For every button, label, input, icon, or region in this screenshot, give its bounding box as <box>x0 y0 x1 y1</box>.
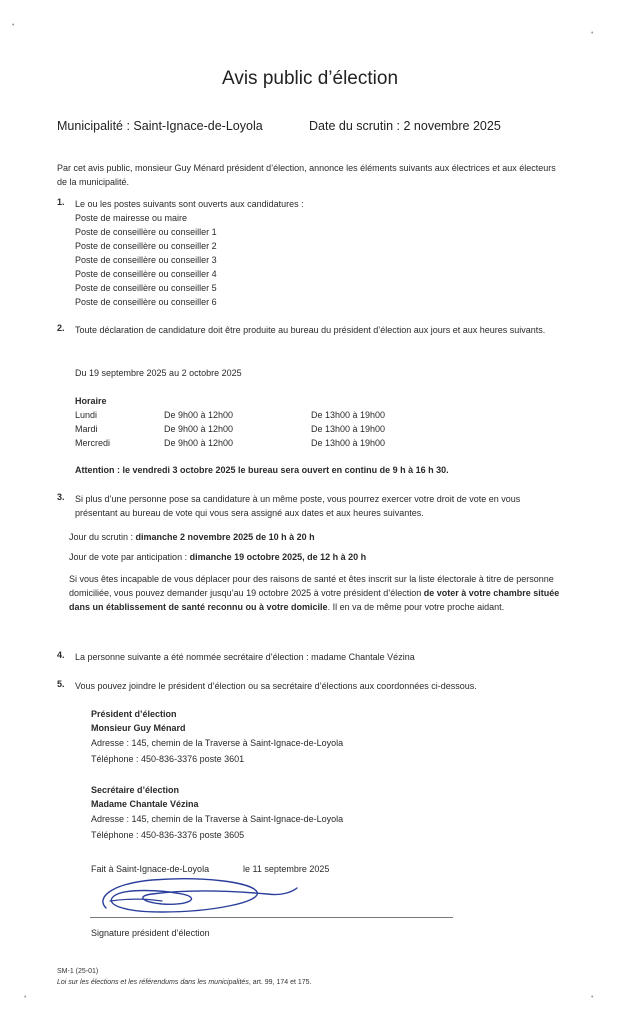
law-articles: , art. 99, 174 et 175. <box>248 979 312 986</box>
list-item: Poste de conseillère ou conseiller 3 <box>75 255 217 265</box>
table-cell-day: Mercredi <box>75 438 111 448</box>
list-item: Poste de conseillère ou conseiller 2 <box>75 241 217 251</box>
section-2-text: Toute déclaration de candidature doit être produite au bureau du président d’élection aux jours et aux heures suivants. <box>75 325 546 335</box>
anticipation-day-label: Jour de vote par anticipation : <box>69 552 190 562</box>
anticipation-day-value: dimanche 19 octobre 2025, de 12 h à 20 h <box>189 552 367 562</box>
table-cell-am: De 9h00 à 12h00 <box>164 424 234 434</box>
table-cell-pm: De 13h00 à 19h00 <box>311 438 386 448</box>
scrutin-day-label: Jour du scrutin : <box>69 532 136 542</box>
anticipation-day-line <box>69 550 366 564</box>
secretaire-role: Secrétaire d’élection <box>91 785 180 795</box>
list-item: Poste de conseillère ou conseiller 6 <box>75 297 217 307</box>
secretaire-address: Adresse : 145, chemin de la Traverse à Saint-Ignace-de-Loyola <box>91 814 344 824</box>
law-title: Loi sur les élections et les référendums dans les municipalités <box>57 979 249 986</box>
signature-caption: Signature président d’élection <box>91 928 210 938</box>
table-row <box>75 436 475 450</box>
table-cell-day: Mardi <box>75 424 98 434</box>
law-reference <box>57 977 311 988</box>
signature-line <box>90 917 453 918</box>
domicile-text-b: de voter à votre chambre située dans un établissement de santé reconnu ou à votre domicile <box>69 588 560 612</box>
section-1-lead: Le ou les postes suivants sont ouverts aux candidatures : <box>75 199 304 209</box>
section-5-text: Vous pouvez joindre le président d’élection ou sa secrétaire d’élections aux coordonnées ci-dessous. <box>75 681 477 691</box>
corner-mark: • <box>12 22 15 29</box>
president-address: Adresse : 145, chemin de la Traverse à Saint-Ignace-de-Loyola <box>91 738 344 748</box>
attention-note: Attention : le vendredi 3 octobre 2025 le bureau sera ouvert en continu de 9 h à 16 h 30. <box>75 465 449 475</box>
secretaire-name: Madame Chantale Vézina <box>91 799 199 809</box>
section-number: 4. <box>57 650 65 660</box>
table-cell-pm: De 13h00 à 19h00 <box>311 424 386 434</box>
table-row <box>75 408 475 422</box>
signature-date: le 11 septembre 2025 <box>243 864 330 874</box>
corner-mark: • <box>591 30 594 37</box>
secretaire-contact <box>91 783 343 842</box>
handwritten-signature <box>92 868 302 924</box>
section-number: 1. <box>57 197 65 207</box>
section-3-text: Si plus d’une personne pose sa candidature à un même poste, vous pourrez exercer votre droit de vote en vous présentant au bureau de vote qui vous sera assigné aux dates et aux heures suivantes. <box>75 494 521 518</box>
page-title: Avis public d’élection <box>221 68 399 89</box>
section-4-text: La personne suivante a été nommée secrétaire d’élection : madame Chantale Vézina <box>75 652 415 662</box>
domicile-text-a: Si vous êtes incapable de vous déplacer pour des raisons de santé et êtes inscrit sur la liste électorale à titre de personne domiciliée, vous pouvez demander jusqu’au 19 octobre 2025 à votre président d’élection <box>69 574 554 598</box>
list-item: Poste de conseillère ou conseiller 4 <box>75 269 217 279</box>
scrutin-date-heading: Date du scrutin : 2 novembre 2025 <box>309 119 501 133</box>
domicile-text-c: . Il en va de même pour votre proche aidant. <box>327 602 505 612</box>
table-row <box>75 422 475 436</box>
president-role: Président d’élection <box>91 709 177 719</box>
intro-paragraph: Par cet avis public, monsieur Guy Ménard président d’élection, annonce les éléments suivants aux électrices et aux électeurs de la municipalité. <box>57 163 556 187</box>
president-name: Monsieur Guy Ménard <box>91 723 186 733</box>
list-item: Poste de conseillère ou conseiller 5 <box>75 283 217 293</box>
list-item: Poste de conseillère ou conseiller 1 <box>75 227 217 237</box>
president-contact <box>91 707 343 766</box>
section-number: 3. <box>57 492 65 502</box>
table-cell-pm: De 13h00 à 19h00 <box>311 410 386 420</box>
scrutin-day-line <box>69 530 315 544</box>
corner-mark: • <box>24 994 27 1001</box>
list-item: Poste de mairesse ou maire <box>75 213 188 223</box>
section-number: 5. <box>57 679 65 689</box>
domicile-vote-paragraph <box>69 572 569 614</box>
postes-list <box>75 211 217 309</box>
scrutin-day-value: dimanche 2 novembre 2025 de 10 h à 20 h <box>135 532 315 542</box>
form-code: SM-1 (25-01) <box>57 968 99 975</box>
corner-mark: • <box>591 994 594 1001</box>
table-cell-am: De 9h00 à 12h00 <box>164 410 234 420</box>
horaire-table <box>75 408 475 450</box>
municipality-heading: Municipalité : Saint-Ignace-de-Loyola <box>57 119 263 133</box>
candidature-period: Du 19 septembre 2025 au 2 octobre 2025 <box>75 368 242 378</box>
horaire-heading: Horaire <box>75 396 107 406</box>
signature-place: Fait à Saint-Ignace-de-Loyola <box>91 864 210 874</box>
president-phone: Téléphone : 450-836-3376 poste 3601 <box>91 754 245 764</box>
table-cell-am: De 9h00 à 12h00 <box>164 438 234 448</box>
table-cell-day: Lundi <box>75 410 98 420</box>
section-number: 2. <box>57 323 65 333</box>
secretaire-phone: Téléphone : 450-836-3376 poste 3605 <box>91 830 245 840</box>
